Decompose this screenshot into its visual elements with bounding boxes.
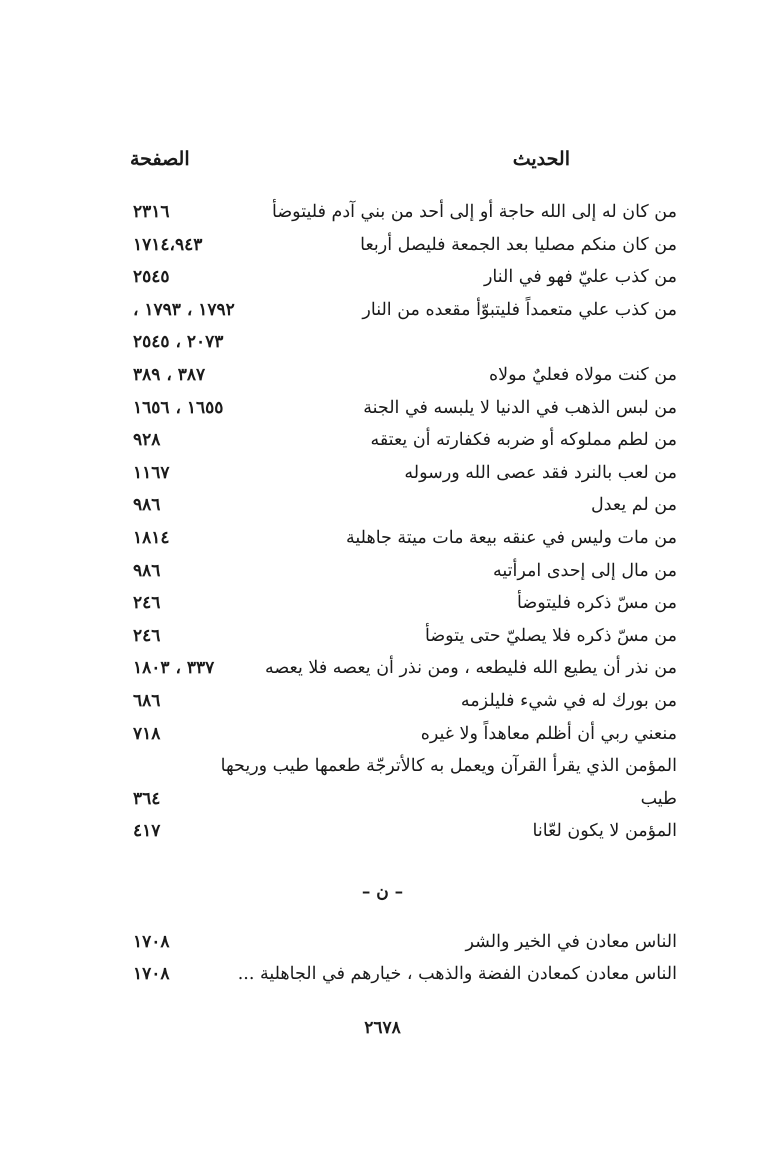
hadith-text: من لعب بالنرد فقد عصى الله ورسوله [404, 462, 677, 483]
page-reference: ٢٤٦ [133, 625, 161, 646]
hadith-text: المؤمن الذي يقرأ القرآن ويعمل به كالأترجّة طعمها طيب وريحها [220, 756, 677, 777]
list-item [125, 718, 677, 750]
hadith-text: طيب [640, 788, 677, 809]
page-reference: ٣٣٧ ، ١٨٠٣ [133, 658, 215, 679]
list-item [125, 750, 677, 782]
hadith-text: من نذر أن يطيع الله فليطعه ، ومن نذر أن يعصه فلا يعصه [264, 658, 677, 679]
hadith-text: من مال إلى إحدى امرأتيه [493, 560, 677, 581]
hadith-text: من لطم مملوكه أو ضربه فكفارته أن يعتقه [370, 430, 677, 451]
list-item [125, 620, 677, 652]
hadith-text: الناس معادن في الخير والشر [465, 932, 677, 952]
list-item [125, 359, 677, 391]
page-column-label: الصفحة [130, 148, 190, 170]
list-item [125, 783, 677, 815]
page-reference: ٩٢٨ [133, 430, 161, 451]
list-item [125, 457, 677, 489]
list-item [125, 587, 677, 619]
page-reference: ١٧٩٢ ، ١٧٩٣ ، [133, 299, 235, 320]
page-reference: ١٧١٤،٩٤٣ [133, 234, 203, 255]
list-item [125, 489, 677, 521]
page-reference: ١١٦٧ [133, 462, 170, 483]
hadith-text: من كنت مولاه فعليٌ مولاه [488, 365, 677, 385]
page-reference: ٧١٨ [133, 723, 161, 744]
list-item [125, 392, 677, 424]
hadith-column-label: الحديث [512, 148, 570, 170]
hadith-text: المؤمن لا يكون لعّانا [532, 821, 677, 842]
hadith-text: من مات وليس في عنقه بيعة مات ميتة جاهلية [346, 528, 677, 548]
page-reference: ٢٥٤٥ [133, 267, 170, 288]
list-item [125, 196, 677, 228]
hadith-text: من كان له إلى الله حاجة أو إلى أحد من بني آدم فليتوضأ [271, 202, 677, 222]
list-item [125, 652, 677, 684]
list-item [125, 424, 677, 456]
page-reference: ٣٦٤ [133, 788, 161, 809]
list-item [125, 815, 677, 847]
list-item [125, 294, 677, 326]
page-reference: ١٦٥٥ ، ١٦٥٦ [133, 397, 224, 418]
hadith-text: من كذب علي متعمداً فليتبوّأ مقعده من النار [362, 299, 677, 320]
hadith-text: من مسّ ذكره فليتوضأ [517, 593, 677, 614]
column-header [130, 148, 675, 178]
hadith-text: من كان منكم مصليا بعد الجمعة فليصل أربعا [360, 234, 677, 255]
hadith-text: من مسّ ذكره فلا يصليّ حتى يتوضأ [424, 625, 677, 646]
list-item [125, 685, 677, 717]
page-reference: ١٧٠٨ [133, 932, 170, 952]
page-reference: ٩٨٦ [133, 495, 161, 516]
hadith-text: من كذب عليّ فهو في النار [483, 267, 677, 288]
page-reference: ٢٠٧٣ ، ٢٥٤٥ [133, 332, 224, 353]
page-reference: ٤١٧ [133, 821, 161, 842]
page-reference: ١٨١٤ [133, 528, 170, 548]
list-item [125, 229, 677, 261]
page-reference: ٣٨٧ ، ٣٨٩ [133, 365, 206, 385]
list-item [125, 261, 677, 293]
hadith-text: منعني ربي أن أظلم معاهداً ولا غيره [420, 723, 677, 744]
hadith-text: من بورك له في شيء فليلزمه [460, 691, 677, 711]
section-heading: – ن – [361, 882, 404, 902]
list-item [125, 326, 677, 358]
page-reference: ٦٨٦ [133, 691, 161, 711]
page-reference: ٢٣١٦ [133, 202, 170, 222]
list-item [125, 926, 677, 958]
page-reference: ١٧٠٨ [133, 964, 170, 984]
list-item [125, 555, 677, 587]
list-item [125, 958, 677, 990]
hadith-text: من لبس الذهب في الدنيا لا يلبسه في الجنة [363, 397, 677, 418]
hadith-text: من لم يعدل [590, 495, 677, 516]
page-reference: ٢٤٦ [133, 593, 161, 614]
page-reference: ٩٨٦ [133, 560, 161, 581]
hadith-text: الناس معادن كمعادن الفضة والذهب ، خيارهم في الجاهلية ... [237, 964, 677, 984]
list-item [125, 522, 677, 554]
page-number: ٢٦٧٨ [364, 1018, 401, 1038]
